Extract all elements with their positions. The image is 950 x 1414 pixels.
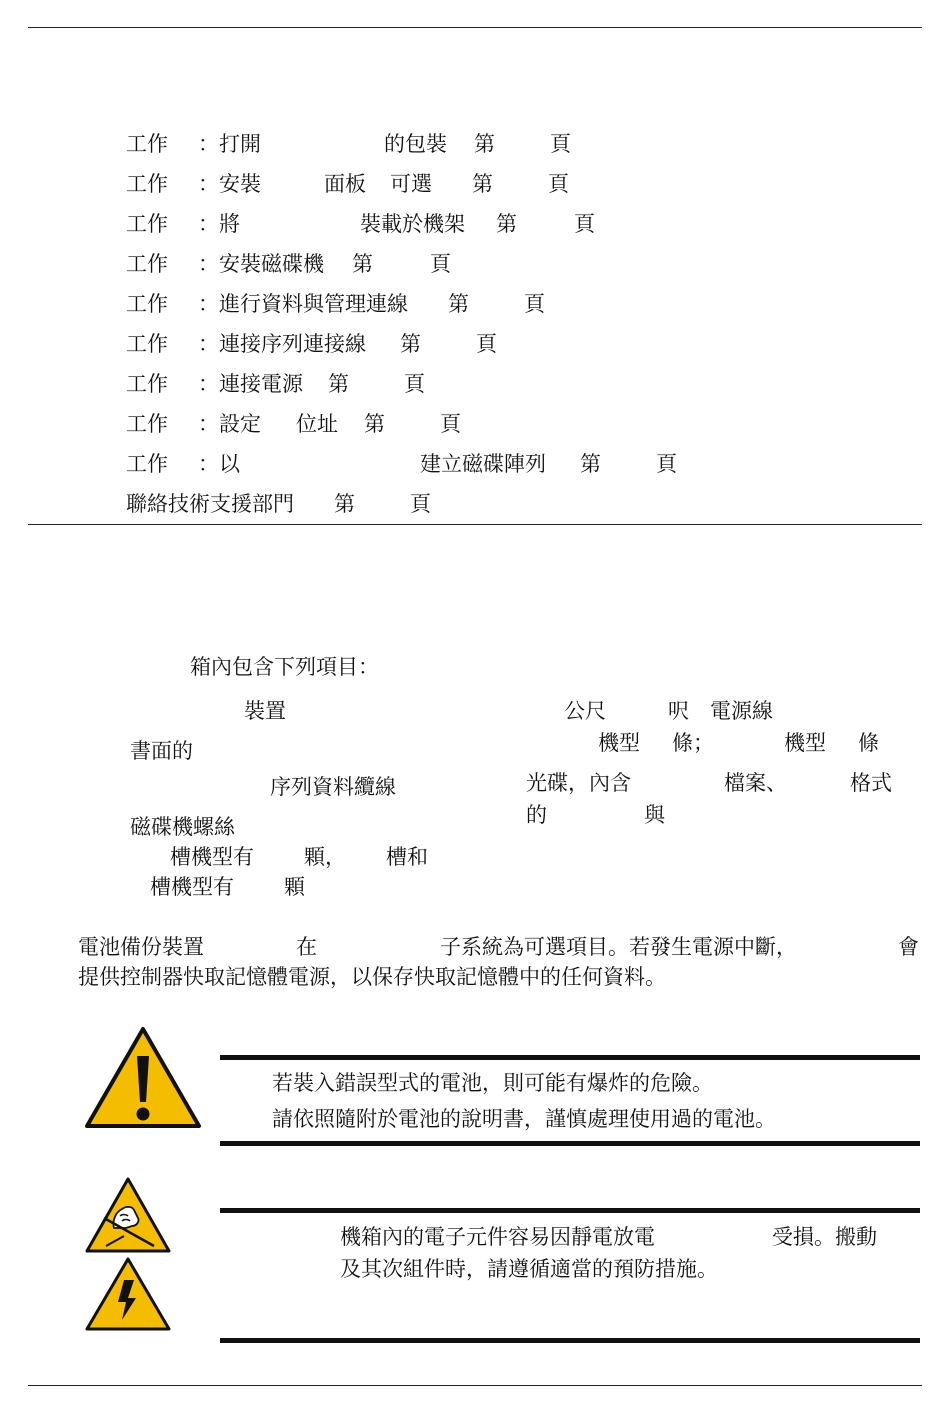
top-rule [28,27,922,28]
esd-line-1b: 受損。搬動 [772,1225,877,1249]
esd-line-2: 及其次組件時，請遵循適當的預防措施。 [340,1257,718,1281]
caution-line-2: 請依照隨附於電池的說明書，謹慎處理使用過的電池。 [272,1107,776,1131]
esd-bottom-rule [220,1338,920,1343]
esd-line-1a: 機箱內的電子元件容易因靜電放電 [340,1225,655,1249]
box-contents-intro: 箱內包含下列項目： [190,655,379,679]
task-label: 工作 [126,132,168,156]
esd-top-rule [220,1208,920,1213]
warning-icon [84,1026,202,1130]
section-rule [28,524,922,525]
esd-icon [84,1176,172,1254]
caution-top-rule [220,1055,920,1060]
electric-shock-icon [84,1256,172,1332]
caution-line-1: 若裝入錯誤型式的電池，則可能有爆炸的危險。 [272,1071,713,1095]
caution-bottom-rule [220,1141,920,1146]
bottom-rule [28,1385,922,1386]
